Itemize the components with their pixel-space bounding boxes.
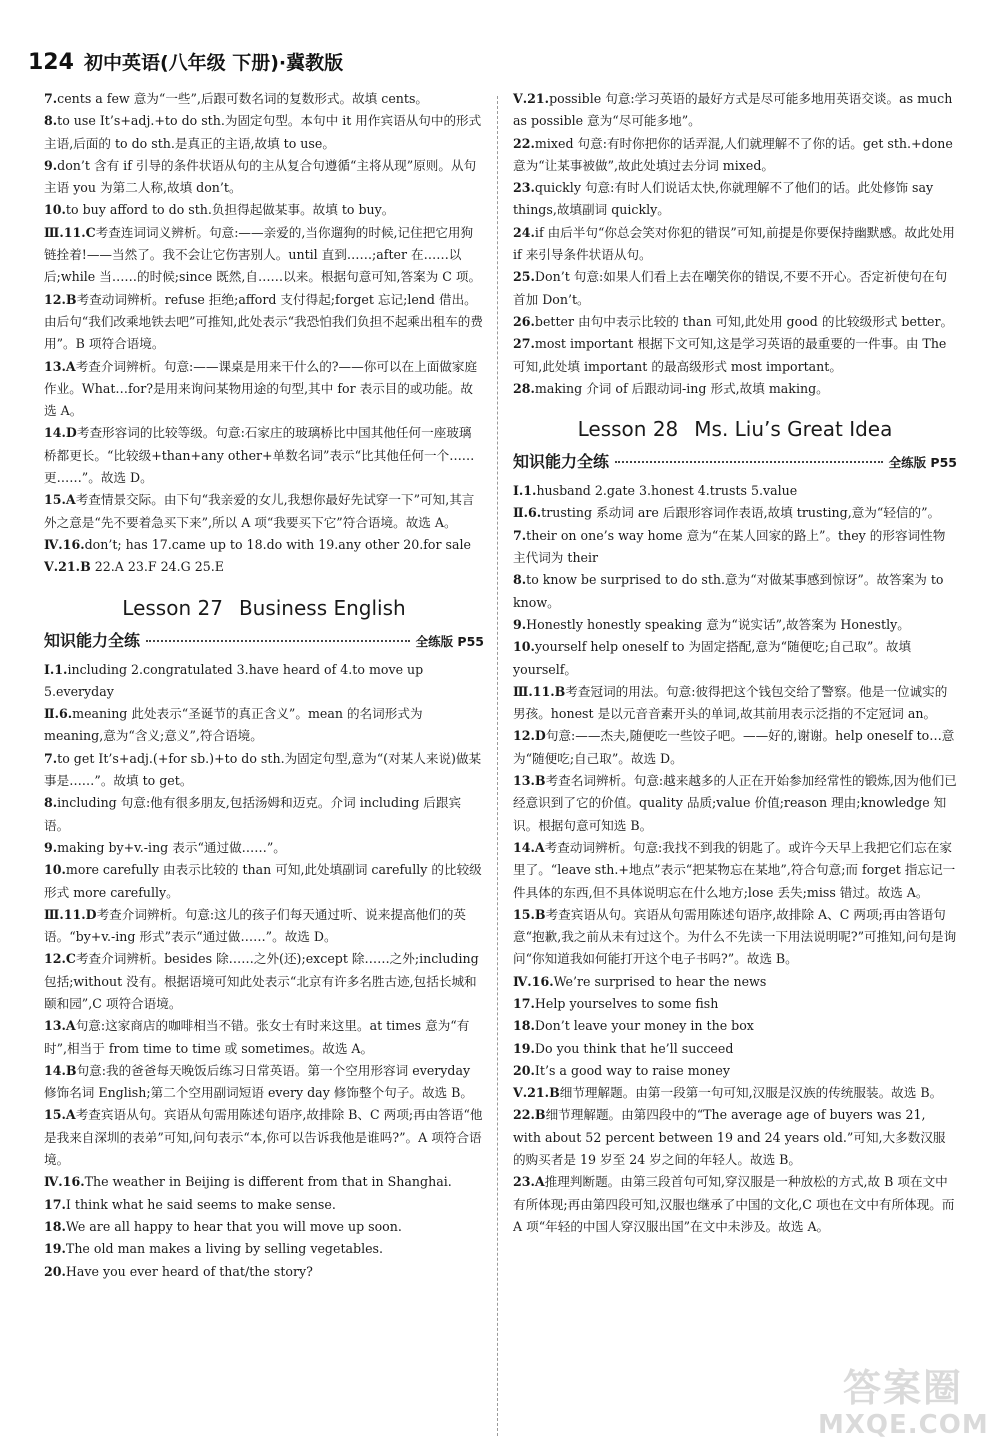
answer-number: 10. xyxy=(44,202,66,218)
answer-text: making by+v.-ing 表示“通过做……”。 xyxy=(57,839,286,855)
answer-text: meaning 此处表示“圣诞节的真正含义”。mean 的名词形式为 meaning,意为“含义;意义”,符合语境。 xyxy=(44,706,423,744)
answer-number: Ⅴ.21.B xyxy=(513,1085,560,1101)
answer-text: don’t 含有 if 引导的条件状语从句的主从复合句遵循“主将从现”原则。从句主语 you 为第二人称,故填 don’t。 xyxy=(44,157,477,196)
answer-entry xyxy=(44,1104,484,1171)
answer-entry xyxy=(44,948,484,1015)
answer-text: 考查连词词义辨析。句意:——亲爱的,当你遛狗的时候,记住把它用狗链拴着!——当然了。我不会让它伤害别人。until 直到……;after 在……以后;while 当……的时候;since 既然,自……以来。根据句意可知,答案为 C 项。 xyxy=(44,224,482,285)
answer-text: 考查介词辨析。句意:——课桌是用来干什么的?——你可以在上面做家庭作业。What…for?是用来询问某物用途的句型,其中 for 表示目的或功能。故选 A。 xyxy=(44,358,478,419)
answer-entry xyxy=(513,525,957,570)
answer-text: 考查宾语从句。宾语从句需用陈述句语序,故排除 A、C 两项;再由答语句意“抱歉,我之前从未有过这个。为什么不先读一下用法说明呢?”可推知,问句是询问“你知道我如何能打开这个电子书吗?”。故选 B。 xyxy=(513,906,957,967)
column-divider xyxy=(497,96,498,1436)
watermark-text: 答案圈 xyxy=(842,1366,963,1410)
section-name: 知识能力全练 xyxy=(513,452,610,472)
answer-number: 19. xyxy=(513,1040,535,1056)
right-column xyxy=(513,88,957,1238)
answer-entry xyxy=(44,88,484,110)
answer-text: I think what he said seems to make sense. xyxy=(65,1196,336,1212)
answer-number: 17. xyxy=(44,1196,66,1212)
answer-entry xyxy=(513,222,957,267)
answer-number: 23. xyxy=(513,180,535,196)
page-number: 124 xyxy=(28,50,74,75)
answer-text: It’s a good way to raise money xyxy=(534,1062,730,1078)
section-name: 知识能力全练 xyxy=(44,630,141,650)
answer-number: Ⅲ.11.C xyxy=(44,224,96,240)
answer-entry xyxy=(513,1015,957,1037)
answer-text: mixed 句意:有时你把你的话弄混,人们就理解不了你的话。get sth.+done 意为“让某事被做”,故此处填过去分词 mixed。 xyxy=(513,135,953,173)
answer-number: 7. xyxy=(44,91,58,106)
book-title: 初中英语(八年级 下册)·冀教版 xyxy=(83,52,344,74)
answer-text: 考查介词辨析。besides 除……之外(还);except 除……之外;including 包括;without 没有。根据语境可知此处表示“北京有许多名胜古迹,包括长城和颐和园”,C 项符合语境。 xyxy=(44,951,479,1011)
answer-number: 15.B xyxy=(513,906,546,922)
answer-text: Don’t leave your money in the box xyxy=(534,1018,754,1034)
answer-number: 28. xyxy=(513,380,535,396)
answer-entry xyxy=(513,971,957,993)
answer-entry xyxy=(44,356,484,423)
answer-text: 句意:这家商店的咖啡相当不错。张女士有时来这里。at times 意为“有时”,相当于 from time to time 或 sometimes。故选 A。 xyxy=(44,1018,470,1056)
left-answer-list xyxy=(44,88,484,579)
answer-entry xyxy=(513,837,957,904)
answer-entry xyxy=(513,904,957,971)
answer-entry xyxy=(513,378,957,400)
answer-entry xyxy=(44,1194,484,1216)
answer-text: to get It’s+adj.(+for sb.)+to do sth.为固定句型,意为“(对某人来说)做某事是……”。故填 to get。 xyxy=(44,750,482,789)
answer-number: 8. xyxy=(44,795,58,811)
answer-entry xyxy=(44,489,484,534)
answer-entry xyxy=(513,569,957,614)
answer-text: to use It’s+adj.+to do sth.为固定句型。本句中 it 用作宾语从句中的形式主语,后面的 to do sth.是真正的主语,故填 to use。 xyxy=(44,113,482,151)
answer-number: 10. xyxy=(513,639,535,655)
answer-text: cents a few 意为“一些”,后跟可数名词的复数形式。故填 cents。 xyxy=(57,91,429,106)
answer-number: 24. xyxy=(513,224,535,240)
answer-entry xyxy=(513,502,957,524)
answer-number: 20. xyxy=(44,1263,66,1279)
lesson-number: Lesson 28 xyxy=(577,417,679,442)
answer-entry xyxy=(44,703,484,748)
page-header xyxy=(28,48,988,84)
section-page-ref: 全练版 P55 xyxy=(415,633,484,649)
answer-text: 考查宾语从句。宾语从句需用陈述句语序,故排除 B、C 两项;再由答语“他是我来自深圳的表弟”可知,问句表示“本,你可以告诉我他是谁吗?”。A 项符合语境。 xyxy=(44,1107,483,1168)
lesson-28-answer-list xyxy=(513,480,957,1238)
answer-text: 考查介词辨析。句意:这儿的孩子们每天通过听、说来提高他们的英语。“by+v.-ing 形式”表示“通过做……”。故选 D。 xyxy=(44,906,467,945)
answer-entry xyxy=(513,770,957,837)
answer-number: 9. xyxy=(513,616,527,632)
answer-text: 考查动词辨析。refuse 拒绝;afford 支付得起;forget 忘记;lend 借出。由后句“我们改乘地铁去吧”可推知,此处表示“我恐怕我们负担不起乘出租车的费用”。B 项符合语境。 xyxy=(44,291,483,352)
answer-number: Ⅳ.16. xyxy=(44,1174,85,1190)
answer-number: Ⅰ.1. xyxy=(513,483,537,499)
answer-text: including 句意:他有很多朋友,包括汤姆和迈克。介词 including 后跟宾语。 xyxy=(44,795,462,833)
answer-text: 句意:我的爸爸每天晚饭后练习日常英语。第一个空用形容词 everyday 修饰名词 English;第二个空用副词短语 every day 修饰整个句子。故选 B。 xyxy=(44,1062,474,1101)
answer-text: 句意:——杰夫,随便吃一些饺子吧。——好的,谢谢。help oneself to…意为“随便吃;自己取”。故选 D。 xyxy=(513,728,955,766)
answer-text: 考查形容词的比较等级。句意:石家庄的玻璃桥比中国其他任何一座玻璃桥都更长。“比较级+than+any other+单数名词”表示“比其他任何一个……更……”。故选 D。 xyxy=(44,425,475,486)
answer-number: 8. xyxy=(513,572,527,588)
answer-entry xyxy=(513,993,957,1015)
answer-text: 推理判断题。由第三段首句可知,穿汉服是一种放松的方式,故 B 项在文中有所体现;再由第四段可知,汉服也继承了中国的文化,C 项也在文中有所体现。而 A 项“年轻的中国人穿汉服出国”在文中未涉及。故选 A。 xyxy=(513,1174,955,1234)
answer-entry xyxy=(44,534,484,556)
answer-text: 细节理解题。由第一段第一句可知,汉服是汉族的传统服装。故选 B。 xyxy=(559,1085,943,1101)
lesson-name: Business English xyxy=(238,595,406,620)
answer-text: to know be surprised to do sth.意为“对做某事感到惊讶”。故答案为 to know。 xyxy=(513,572,944,610)
answer-number: Ⅱ.6. xyxy=(513,505,542,521)
answer-text: if 由后半句“你总会笑对你犯的错误”可知,前提是你要保持幽默感。故此处用 if 来引导条件状语从句。 xyxy=(513,224,955,263)
dotted-leader xyxy=(146,640,410,642)
answer-number: 17. xyxy=(513,995,535,1011)
answer-number: 13.A xyxy=(44,1018,76,1034)
answer-text: yourself help oneself to 为固定搭配,意为“随便吃;自己取”。故填 yourself。 xyxy=(513,639,912,677)
answer-number: Ⅴ.21.B xyxy=(44,559,91,575)
answer-number: 22. xyxy=(513,135,535,151)
answer-number: 13.B xyxy=(513,773,546,789)
answer-entry xyxy=(44,904,484,949)
answer-entry xyxy=(44,289,484,356)
watermark-url: MXQE.COM xyxy=(818,1410,989,1440)
answer-number: 9. xyxy=(44,157,58,173)
answer-text: Help yourselves to some fish xyxy=(534,995,719,1011)
answer-text: The weather in Beijing is different from that in Shanghai. xyxy=(84,1174,452,1190)
answer-entry xyxy=(44,837,484,859)
answer-text: Have you ever heard of that/the story? xyxy=(65,1263,313,1279)
answer-text: possible 句意:学习英语的最好方式是尽可能多地用英语交谈。as much as possible 意为“尽可能多地”。 xyxy=(513,91,953,129)
answer-number: 15.A xyxy=(44,492,76,508)
answer-number: 19. xyxy=(44,1241,66,1257)
answer-number: Ⅴ.21. xyxy=(513,91,550,106)
answer-text: including 2.congratulated 3.have heard of 4.to move up 5.everyday xyxy=(44,661,424,699)
answer-text: 考查情景交际。由下句“我亲爱的女儿,我想你最好先试穿一下”可知,其言外之意是“先不要着急买下来”,所以 A 项“我要买下它”符合语境。故选 A。 xyxy=(44,492,475,530)
answer-number: 10. xyxy=(44,862,66,878)
answer-text: 考查动词辨析。句意:我找不到我的钥匙了。或许今天早上我把它们忘在家里了。“leave sth.+地点”表示“把某物忘在某地”,符合句意;而 forget 指忘记一件具体的东西,但不具体说明忘在什么地方;lose 丢失;miss 错过。故选 A。 xyxy=(513,839,956,900)
answer-entry xyxy=(513,1104,957,1171)
answer-text: 22.A 23.F 24.G 25.E xyxy=(90,559,224,575)
answer-entry xyxy=(44,1060,484,1105)
answer-entry xyxy=(513,266,957,311)
answer-entry xyxy=(44,556,484,578)
answer-text: We are all happy to hear that you will move up soon. xyxy=(65,1218,402,1234)
answer-entry xyxy=(513,88,957,133)
answer-entry xyxy=(513,636,957,681)
right-answer-list xyxy=(513,88,957,400)
answer-entry xyxy=(513,681,957,726)
answer-entry xyxy=(44,1171,484,1193)
answer-text: 考查冠词的用法。句意:彼得把这个钱包交给了警察。他是一位诚实的男孩。honest 是以元音音素开头的单词,故其前用表示泛指的不定冠词 an。 xyxy=(513,683,948,722)
answer-entry xyxy=(513,133,957,178)
answer-number: 18. xyxy=(513,1018,535,1034)
answer-entry xyxy=(513,480,957,502)
lesson-name: Ms. Liu’s Great Idea xyxy=(694,417,893,442)
answer-entry xyxy=(44,1015,484,1060)
answer-text: We’re surprised to hear the news xyxy=(553,973,767,989)
answer-text: better 由句中表示比较的 than 可知,此处用 good 的比较级形式 better。 xyxy=(534,313,954,329)
answer-number: Ⅳ.16. xyxy=(44,536,85,552)
answer-number: 12.B xyxy=(44,291,77,307)
left-column xyxy=(44,88,484,1283)
answer-number: Ⅲ.11.B xyxy=(513,683,566,699)
answer-text: their on one’s way home 意为“在某人回家的路上”。they 的形容词性物主代词为 their xyxy=(513,527,946,566)
answer-entry xyxy=(44,1216,484,1238)
answer-entry xyxy=(44,792,484,837)
answer-number: 12.D xyxy=(513,728,546,744)
answer-entry xyxy=(44,222,484,289)
answer-number: 15.A xyxy=(44,1107,76,1123)
dotted-leader xyxy=(615,461,883,463)
answer-number: 8. xyxy=(44,113,58,129)
answer-entry xyxy=(44,110,484,155)
answer-number: 7. xyxy=(513,527,527,543)
answer-number: 26. xyxy=(513,313,535,329)
answer-number: 18. xyxy=(44,1218,66,1234)
answer-entry xyxy=(44,659,484,704)
answer-entry xyxy=(513,614,957,636)
answer-number: 20. xyxy=(513,1062,535,1078)
watermark-logo xyxy=(818,1366,988,1446)
lesson-28-title xyxy=(513,416,957,442)
answer-number: 9. xyxy=(44,839,58,855)
answer-text: trusting 系动词 are 后跟形容词作表语,故填 trusting,意为“轻信的”。 xyxy=(541,505,941,521)
answer-number: 14.A xyxy=(513,839,545,855)
answer-number: Ⅰ.1. xyxy=(44,661,68,677)
answer-text: The old man makes a living by selling vegetables. xyxy=(65,1241,384,1257)
answer-entry xyxy=(513,333,957,378)
section-header xyxy=(513,450,957,475)
answer-text: Do you think that he’ll succeed xyxy=(534,1040,734,1056)
answer-text: most important 根据下文可知,这是学习英语的最重要的一件事。由 The 可知,此处填 important 的最高级形式 most important。 xyxy=(513,336,947,374)
lesson-27-answer-list xyxy=(44,659,484,1283)
section-header xyxy=(44,629,484,654)
answer-number: 12.C xyxy=(44,951,76,967)
answer-text: Honestly honestly speaking 意为“说实话”,故答案为 Honestly。 xyxy=(526,616,910,632)
answer-entry xyxy=(44,155,484,200)
answer-number: Ⅳ.16. xyxy=(513,973,554,989)
answer-entry xyxy=(44,748,484,793)
answer-text: husband 2.gate 3.honest 4.trusts 5.value xyxy=(536,483,798,499)
answer-number: 7. xyxy=(44,750,58,766)
answer-number: 22.B xyxy=(513,1107,546,1123)
lesson-27-title xyxy=(44,595,484,621)
section-page-ref: 全练版 P55 xyxy=(888,455,957,471)
answer-entry xyxy=(513,1038,957,1060)
answer-text: quickly 句意:有时人们说话太快,你就理解不了他们的话。此处修饰 say things,故填副词 quickly。 xyxy=(513,180,934,218)
answer-entry xyxy=(44,422,484,489)
answer-entry xyxy=(44,859,484,904)
answer-entry xyxy=(513,1060,957,1082)
answer-entry xyxy=(44,1238,484,1260)
answer-entry xyxy=(513,1171,957,1238)
answer-number: Ⅲ.11.D xyxy=(44,906,97,922)
answer-number: 27. xyxy=(513,336,535,352)
answer-number: 14.B xyxy=(44,1062,77,1078)
answer-text: Don’t 句意:如果人们看上去在嘲笑你的错误,不要不开心。否定祈使句在句首加 Don’t。 xyxy=(513,269,948,307)
answer-entry xyxy=(513,1082,957,1104)
answer-entry xyxy=(513,311,957,333)
answer-number: 25. xyxy=(513,269,535,285)
answer-text: 细节理解题。由第四段中的“The average age of buyers was 21, with about 52 percent between 19 and 24 years old.”可知,大多数汉服的购买者是 19 岁至 24 岁之间的年轻人。故选 B。 xyxy=(513,1107,946,1168)
answer-entry xyxy=(513,177,957,222)
answer-text: to buy afford to do sth.负担得起做某事。故填 to buy。 xyxy=(65,202,395,218)
answer-text: don’t; has 17.came up to 18.do with 19.any other 20.for sale xyxy=(84,536,471,552)
answer-text: making 介词 of 后跟动词-ing 形式,故填 making。 xyxy=(534,380,829,396)
answer-entry xyxy=(44,199,484,221)
answer-number: Ⅱ.6. xyxy=(44,706,73,722)
lesson-number: Lesson 27 xyxy=(122,595,223,620)
answer-number: 14.D xyxy=(44,425,77,441)
answer-entry xyxy=(44,1261,484,1283)
answer-text: 考查名词辨析。句意:越来越多的人正在开始参加经常性的锻炼,因为他们已经意识到了它的价值。quality 品质;value 价值;reason 理由;knowledge 知识。根据句意可知选 B。 xyxy=(513,773,957,833)
answer-number: 23.A xyxy=(513,1174,545,1190)
answer-entry xyxy=(513,725,957,770)
answer-text: more carefully 由表示比较的 than 可知,此处填副词 carefully 的比较级形式 more carefully。 xyxy=(44,862,482,900)
answer-number: 13.A xyxy=(44,358,76,374)
